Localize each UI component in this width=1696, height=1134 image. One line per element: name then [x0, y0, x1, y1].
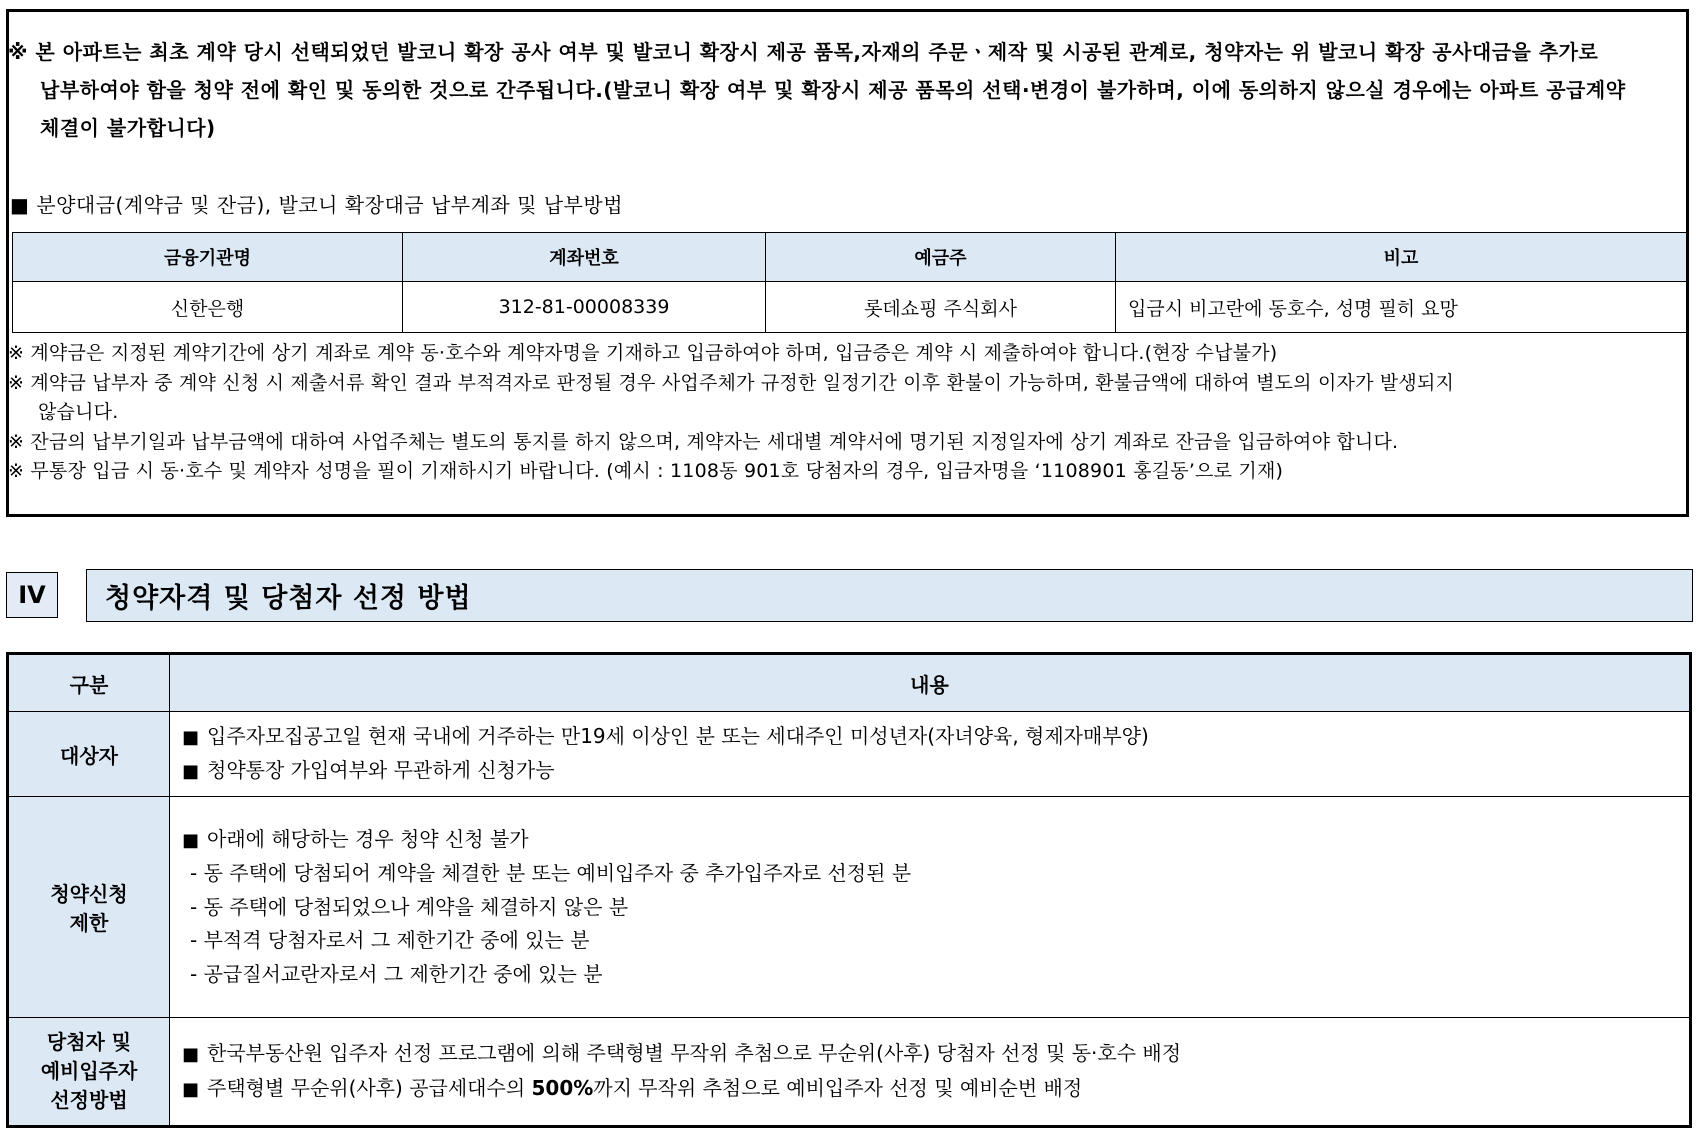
- remarks: 입금시 비고란에 동호수, 성명 필히 요망: [1116, 282, 1687, 333]
- percent-value: 500%: [531, 1075, 594, 1100]
- square-bullet-icon: ■: [182, 761, 200, 783]
- table-row: [13, 282, 1687, 333]
- payment-section-title: ■ 분양대금(계약금 및 잔금), 발코니 확장대금 납부계좌 및 납부방법: [10, 193, 624, 217]
- payment-notes: [8, 339, 1678, 487]
- header-content: 내용: [170, 654, 1691, 712]
- label-line-3: 선정방법: [50, 1088, 128, 1113]
- square-bullet-icon: ■: [182, 726, 200, 748]
- list-item: - 동 주택에 당첨되어 계약을 체결한 분 또는 예비입주자 중 추가입주자로 선정된 분: [190, 861, 912, 886]
- square-bullet-icon: ■: [182, 1044, 200, 1066]
- note-4: ※ 무통장 입금 시 동·호수 및 계약자 성명을 필이 기재하시기 바랍니다. (예시 : 1108동 901호 당첨자의 경우, 입금자명을 ‘1108901 홍길동’으로 기재): [8, 460, 1284, 482]
- label-line-1: 청약신청: [50, 882, 128, 907]
- list-item: [182, 1072, 1688, 1107]
- note-2: ※ 계약금 납부자 중 계약 신청 시 제출서류 확인 결과 부적격자로 판정될 경우 사업주체가 규정한 일정기간 이후 환불이 가능하며, 환불금액에 대하여 별도의 이자가 발생되지: [8, 371, 1455, 394]
- row-label-selection: [8, 1018, 170, 1127]
- item-text: 한국부동산원 입주자 선정 프로그램에 의해 주택형별 무작위 추첨으로 무순위(사후) 당첨자 선정 및 동·호수 배정: [207, 1041, 1182, 1066]
- label-line-1: 당첨자 및: [46, 1030, 132, 1055]
- section-number: IV: [6, 572, 58, 618]
- notice-line-3: 체결이 불가합니다): [40, 116, 216, 140]
- header-account-number: 계좌번호: [403, 233, 766, 282]
- square-bullet-icon: ■: [182, 829, 200, 851]
- qualification-table: [6, 652, 1692, 1128]
- label-line-2: 제한: [69, 911, 109, 936]
- table-row: [8, 1018, 1691, 1127]
- item-text: 입주자모집공고일 현재 국내에 거주하는 만19세 이상인 분 또는 세대주인 미성년자(자녀양육, 형제자매부양): [207, 723, 1149, 748]
- note-3: ※ 잔금의 납부기일과 납부금액에 대하여 사업주체는 별도의 통지를 하지 않으며, 계약자는 세대별 계약서에 명기된 지정일자에 상기 계좌로 잔금을 입금하여야 합니다.: [8, 430, 1399, 453]
- notice-line-1: ※ 본 아파트는 최초 계약 당시 선택되었던 발코니 확장 공사 여부 및 발코니 확장시 제공 품목,자재의 주문ㆍ제작 및 시공된 관계로, 청약자는 위 발코니 확장 공사대금을 추가로: [8, 40, 1599, 64]
- table-header-row: [8, 654, 1691, 712]
- account-number: 312-81-00008339: [403, 282, 766, 333]
- balcony-notice: [8, 33, 1678, 147]
- header-remarks: 비고: [1116, 233, 1687, 282]
- list-item: [182, 823, 1688, 858]
- item-text: 주택형별 무순위(사후) 공급세대수의: [207, 1075, 532, 1100]
- item-text-end: 까지 무작위 추첨으로 예비입주자 선정 및 예비순번 배정: [593, 1075, 1083, 1100]
- square-bullet-icon: ■: [182, 1078, 200, 1100]
- row-label-restriction: [8, 796, 170, 1017]
- list-item: - 동 주택에 당첨되었으나 계약을 체결하지 않은 분: [190, 894, 629, 919]
- header-category: 구분: [8, 654, 170, 712]
- row-label-eligible: 대상자: [8, 712, 170, 797]
- table-header-row: [13, 233, 1687, 282]
- notice-line-2: 납부하여야 함을 청약 전에 확인 및 동의한 것으로 간주됩니다.(발코니 확장 여부 및 확장시 제공 품목의 선택·변경이 불가하며, 이에 동의하지 않으실 경우에는 아파트 공급계약: [40, 78, 1626, 102]
- bank-account-table: [12, 232, 1687, 333]
- row-content-selection: [170, 1018, 1691, 1127]
- account-holder: 롯데쇼핑 주식회사: [766, 282, 1116, 333]
- list-item: [182, 720, 1688, 755]
- header-bank: 금융기관명: [13, 233, 403, 282]
- row-content-eligible: [170, 712, 1691, 797]
- note-2-continued: 않습니다.: [38, 401, 119, 423]
- section-title: 청약자격 및 당첨자 선정 방법: [86, 569, 1693, 622]
- table-row: [8, 712, 1691, 797]
- bank-name: 신한은행: [13, 282, 403, 333]
- label-line-2: 예비입주자: [40, 1059, 138, 1084]
- note-1: ※ 계약금은 지정된 계약기간에 상기 계좌로 계약 동·호수와 계약자명을 기재하고 입금하여야 하며, 입금증은 계약 시 제출하여야 합니다.(현장 수납불가): [8, 342, 1278, 364]
- row-content-restriction: [170, 796, 1691, 1017]
- list-item: - 부적격 당첨자로서 그 제한기간 중에 있는 분: [190, 928, 590, 953]
- list-item: - 공급질서교란자로서 그 제한기간 중에 있는 분: [190, 961, 603, 986]
- header-account-holder: 예금주: [766, 233, 1116, 282]
- item-text: 아래에 해당하는 경우 청약 신청 불가: [207, 826, 529, 851]
- list-item: [182, 754, 1688, 789]
- list-item: [182, 1037, 1688, 1072]
- table-row: [8, 796, 1691, 1017]
- item-text: 청약통장 가입여부와 무관하게 신청가능: [207, 758, 555, 783]
